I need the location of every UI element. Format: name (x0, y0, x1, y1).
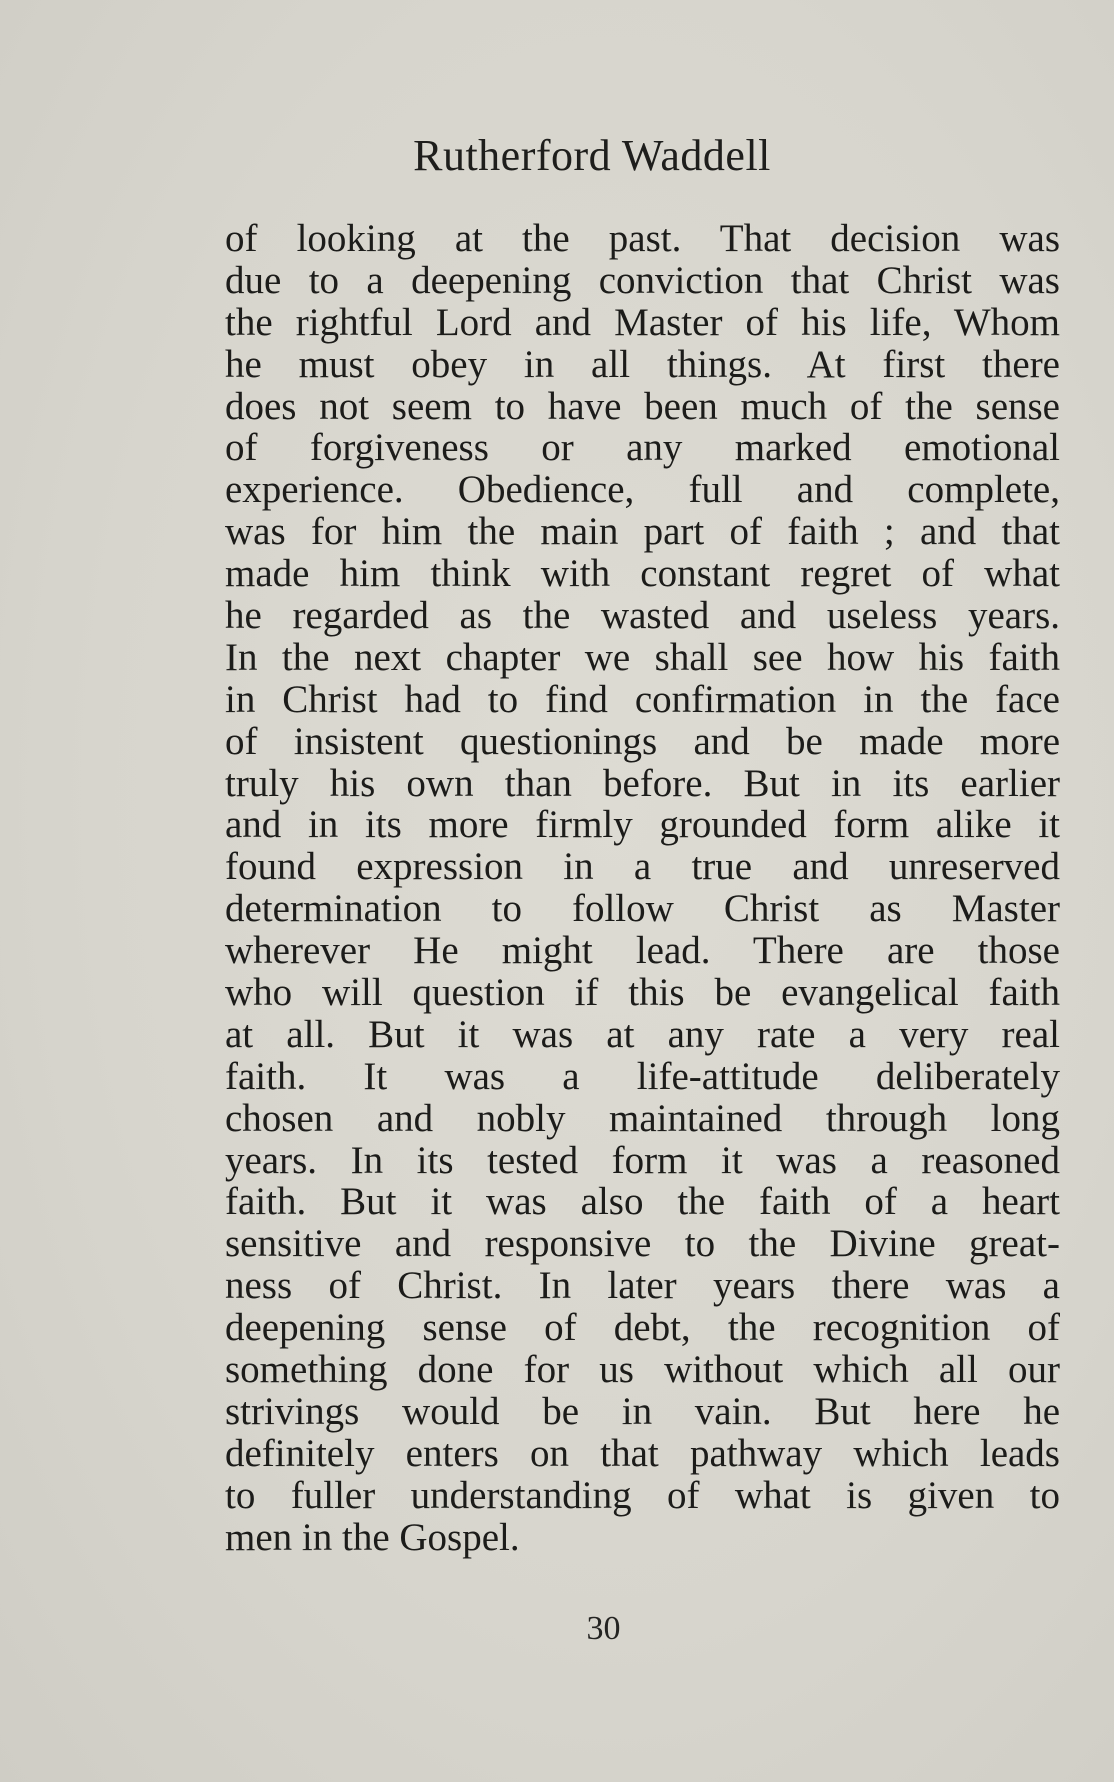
text-line: strivings would be in vain. But here he (225, 1389, 1060, 1433)
text-line: definitely enters on that pathway which leads (225, 1431, 1060, 1475)
text-line: in Christ had to find confirmation in the face (225, 677, 1060, 721)
text-line: to fuller understanding of what is given to (225, 1473, 1060, 1517)
text-line: of insistent questionings and be made more (225, 719, 1060, 763)
text-line: found expression in a true and unreserved (225, 845, 1060, 889)
text-line: sensitive and responsive to the Divine great- (225, 1222, 1060, 1266)
text-line: faith. It was a life-attitude deliberately (225, 1054, 1060, 1098)
text-line: truly his own than before. But in its earlier (225, 761, 1060, 805)
text-line: at all. But it was at any rate a very real (225, 1012, 1060, 1056)
text-line: who will question if this be evangelical faith (225, 971, 1060, 1015)
text-line: ness of Christ. In later years there was a (225, 1264, 1060, 1308)
text-line: does not seem to have been much of the sense (225, 384, 1060, 428)
running-head: Rutherford Waddell (413, 131, 771, 180)
text-line: he regarded as the wasted and useless years. (225, 594, 1060, 638)
text-line: determination to follow Christ as Master (225, 887, 1060, 931)
text-line: of looking at the past. That decision was (225, 217, 1060, 260)
text-line: In the next chapter we shall see how his faith (225, 635, 1060, 679)
text-line: years. In its tested form it was a reasoned (225, 1138, 1060, 1182)
text-line: deepening sense of debt, the recognition of (225, 1306, 1060, 1350)
text-line: was for him the main part of faith ; and that (225, 510, 1060, 554)
text-line: men in the Gospel. (225, 1515, 520, 1559)
text-line: faith. But it was also the faith of a heart (225, 1180, 1060, 1224)
text-line: chosen and nobly maintained through long (225, 1096, 1060, 1140)
page-number: 30 (586, 1610, 621, 1647)
text-line: something done for us without which all our (225, 1348, 1060, 1392)
text-line: he must obey in all things. At first there (225, 342, 1060, 386)
text-line: wherever He might lead. There are those (225, 929, 1060, 973)
text-line: made him think with constant regret of what (225, 552, 1060, 596)
text-line: the rightful Lord and Master of his life, Whom (225, 300, 1060, 344)
text-line: experience. Obedience, full and complete, (225, 468, 1060, 512)
text-line: of forgiveness or any marked emotional (225, 426, 1060, 470)
text-line: due to a deepening conviction that Christ was (225, 258, 1060, 302)
text-line: and in its more firmly grounded form alike it (225, 803, 1060, 847)
body-text (225, 218, 1060, 1559)
